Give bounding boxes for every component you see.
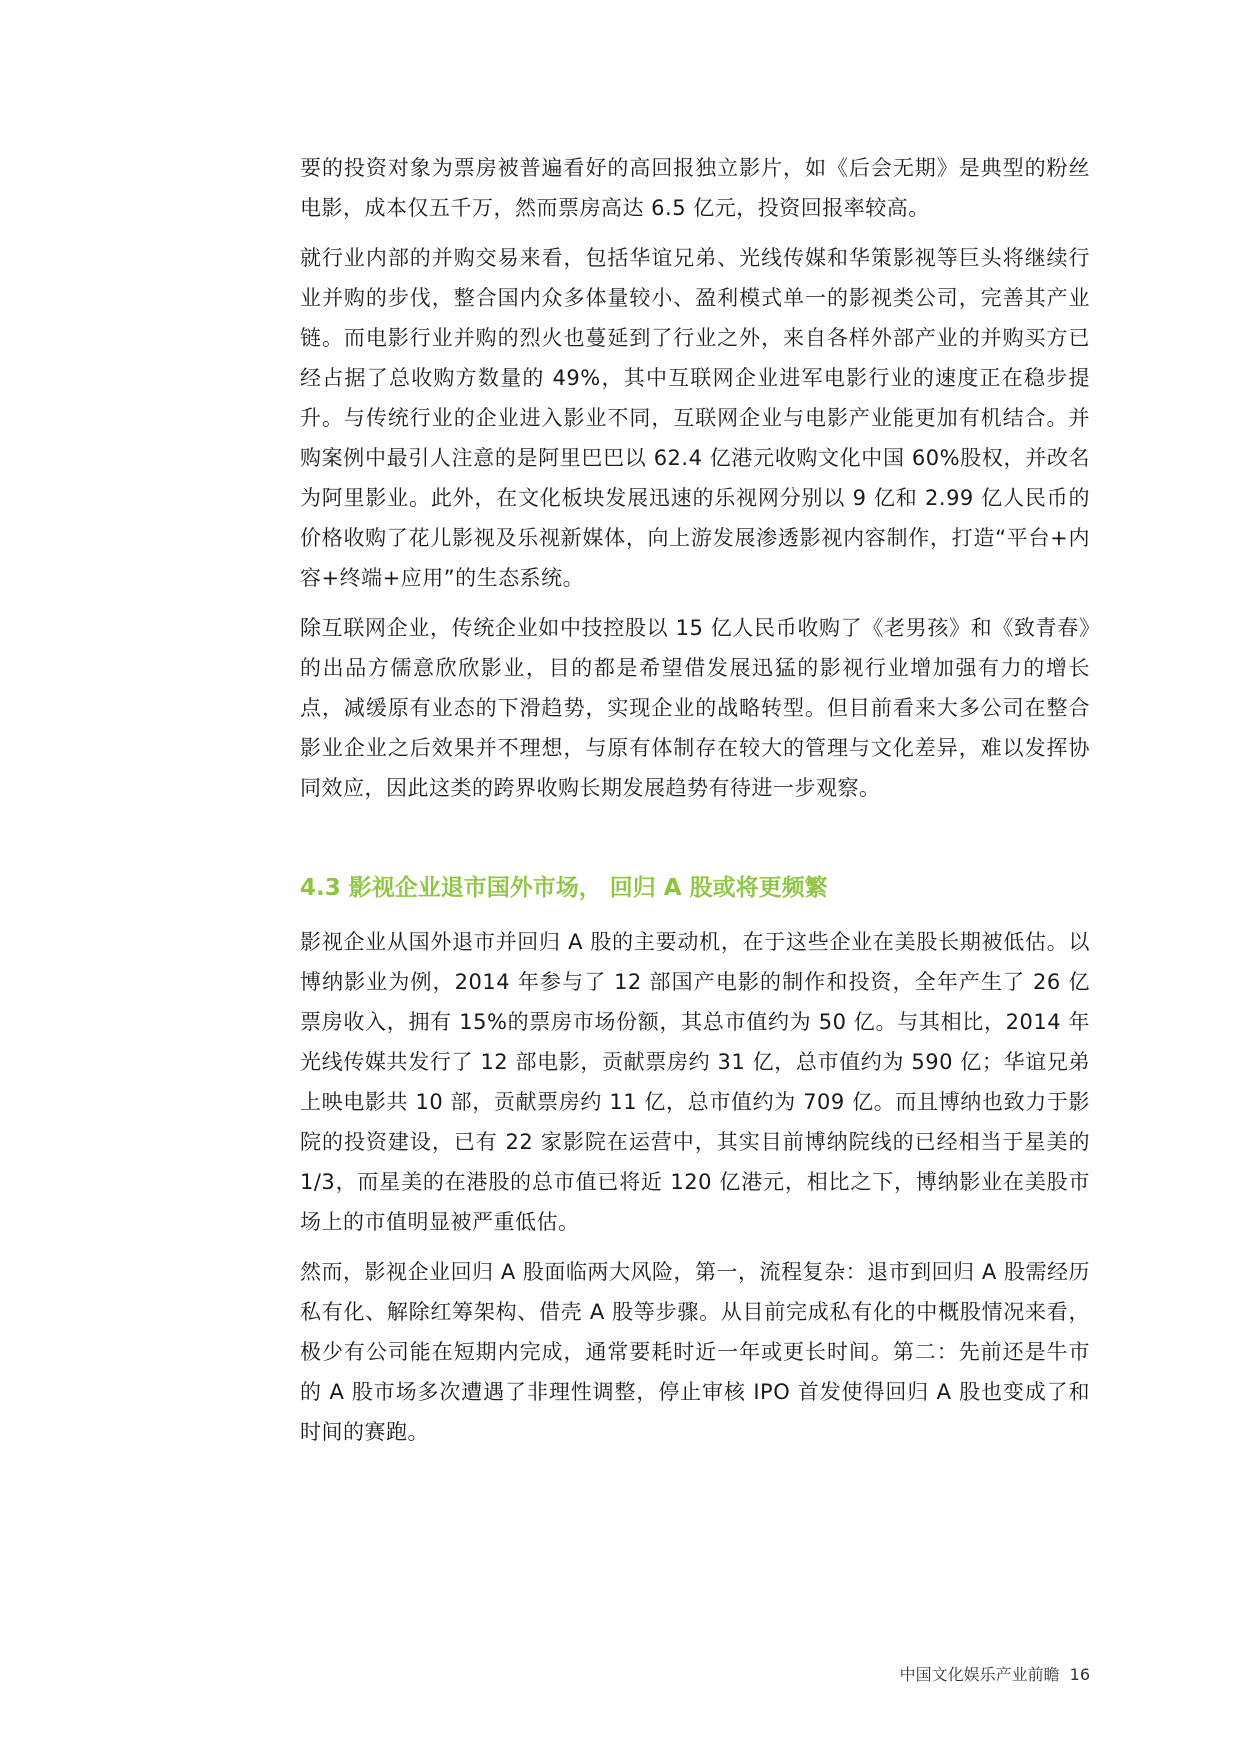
document-body (300, 148, 1090, 1462)
paragraph-delisting-motive: 影视企业从国外退市并回归 A 股的主要动机，在于这些企业在美股长期被低估。以博纳影业为例，2014 年参与了 12 部国产电影的制作和投资，全年产生了 26 亿票房收入，拥有 15%的票房市场份额，其总市值约为 50 亿。与其相比，2014 年光线传媒共发行了 12 部电影，贡献票房约 31 亿，总市值约为 590 亿；华谊兄弟上映电影共 10 部，贡献票房约 11 亿，总市值约为 709 亿。而且博纳也致力于影院的投资建设，已有 22 家影院在运营中，其实目前博纳院线的已经相当于星美的 1/3，而星美的在港股的总市值已将近 120 亿港元，相比之下，博纳影业在美股市场上的市值明显被严重低估。 (300, 930, 1090, 1234)
paragraph-intro: 要的投资对象为票房被普遍看好的高回报独立影片，如《后会无期》是典型的粉丝电影，成本仅五千万，然而票房高达 6.5 亿元，投资回报率较高。 (300, 156, 1090, 220)
section-heading: 4.3 影视企业退市国外市场， 回归 A 股或将更频繁 (300, 875, 828, 901)
paragraph-traditional-firms: 除互联网企业，传统企业如中技控股以 15 亿人民币收购了《老男孩》和《致青春》的出品方儒意欣欣影业，目的都是希望借发展迅猛的影视行业增加强有力的增长点，减缓原有业态的下滑趋势，实现企业的战略转型。但目前看来大多公司在整合影业企业之后效果并不理想，与原有体制存在较大的管理与文化差异，难以发挥协同效应，因此这类的跨界收购长期发展趋势有待进一步观察。 (300, 616, 1090, 800)
paragraph-return-risks: 然而，影视企业回归 A 股面临两大风险，第一，流程复杂：退市到回归 A 股需经历私有化、解除红筹架构、借壳 A 股等步骤。从目前完成私有化的中概股情况来看，极少有公司能在短期内完成，通常要耗时近一年或更长时间。第二：先前还是牛市的 A 股市场多次遭遇了非理性调整，停止审核 IPO 首发使得回归 A 股也变成了和时间的赛跑。 (300, 1260, 1090, 1444)
page-footer (900, 1662, 1090, 1685)
footer-title: 中国文化娱乐产业前瞻 (899, 1665, 1060, 1684)
page-number: 16 (1069, 1665, 1090, 1684)
paragraph-industry-mergers: 就行业内部的并购交易来看，包括华谊兄弟、光线传媒和华策影视等巨头将继续行业并购的步伐，整合国内众多体量较小、盈利模式单一的影视类公司，完善其产业链。而电影行业并购的烈火也蔓延到了行业之外，来自各样外部产业的并购买方已经占据了总收购方数量的 49%，其中互联网企业进军电影行业的速度正在稳步提升。与传统行业的企业进入影业不同，互联网企业与电影产业能更加有机结合。并购案例中最引人注意的是阿里巴巴以 62.4 亿港元收购文化中国 60%股权，并改名为阿里影业。此外，在文化板块发展迅速的乐视网分别以 9 亿和 2.99 亿人民币的价格收购了花儿影视及乐视新媒体，向上游发展渗透影视内容制作，打造“平台+内容+终端+应用”的生态系统。 (300, 246, 1090, 590)
